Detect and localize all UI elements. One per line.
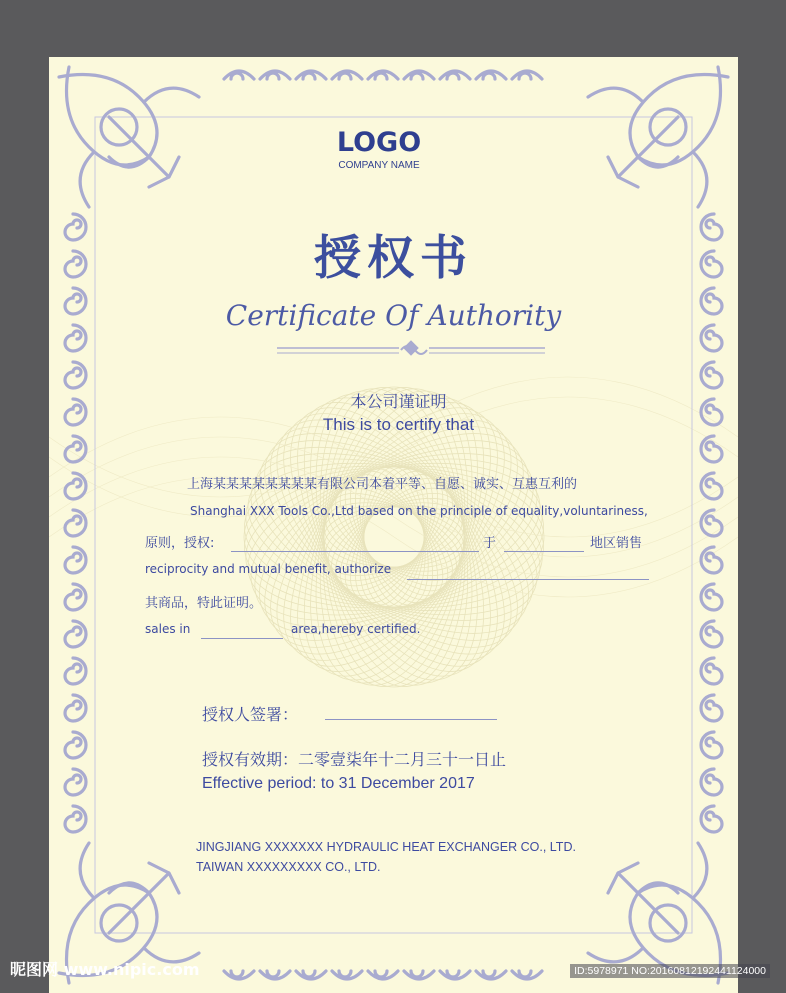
corner-ornament-bottom-right xyxy=(588,843,728,983)
signature-line xyxy=(325,719,497,720)
body-line1-english: Shanghai XXX Tools Co.,Ltd based on the principle of equality,voluntariness, xyxy=(190,504,648,518)
certify-english: This is to certify that xyxy=(322,415,475,434)
body-line1-chinese: 上海某某某某某某某某有限公司本着平等、自愿、诚实、互惠互利的 xyxy=(187,477,578,492)
region-line xyxy=(504,551,584,552)
image-id-watermark: ID:5978971 NO:20160812192441124000 xyxy=(570,964,770,978)
body-line3-english-a: sales in xyxy=(145,622,191,636)
title-divider xyxy=(277,341,545,355)
body-line3-english-b: area,hereby certified. xyxy=(291,622,421,636)
issuer-company-2: TAIWAN XXXXXXXXX CO., LTD. xyxy=(196,860,381,874)
validity-period-chinese: 授权有效期：二零壹柒年十二月三十一日止 xyxy=(202,750,507,769)
authorize-english-line xyxy=(407,579,649,580)
sales-area-line xyxy=(201,638,283,639)
signature-label: 授权人签署： xyxy=(202,705,299,724)
authorized-party-line xyxy=(231,551,479,552)
body-line2-chinese-b: 于 xyxy=(483,536,497,551)
body-line2-english: reciprocity and mutual benefit, authorize xyxy=(145,562,392,576)
body-line2-chinese-a: 原则，授权: xyxy=(145,536,215,551)
certify-chinese: 本公司谨证明 xyxy=(350,392,447,411)
title-chinese: 授权书 xyxy=(314,231,473,286)
site-watermark: 昵图网 www.nipic.com xyxy=(10,960,200,979)
validity-period-english: Effective period: to 31 December 2017 xyxy=(202,775,475,792)
certificate-sheet xyxy=(49,57,738,993)
body-line2-chinese-c: 地区销售 xyxy=(590,536,643,551)
company-name: COMPANY NAME xyxy=(338,160,420,171)
company-logo: LOGO xyxy=(336,127,422,158)
issuer-company-1: JINGJIANG XXXXXXX HYDRAULIC HEAT EXCHANGER CO., LTD. xyxy=(196,840,576,854)
body-line3-chinese: 其商品，特此证明。 xyxy=(145,596,263,611)
title-english: Certificate Of Authority xyxy=(225,299,562,332)
